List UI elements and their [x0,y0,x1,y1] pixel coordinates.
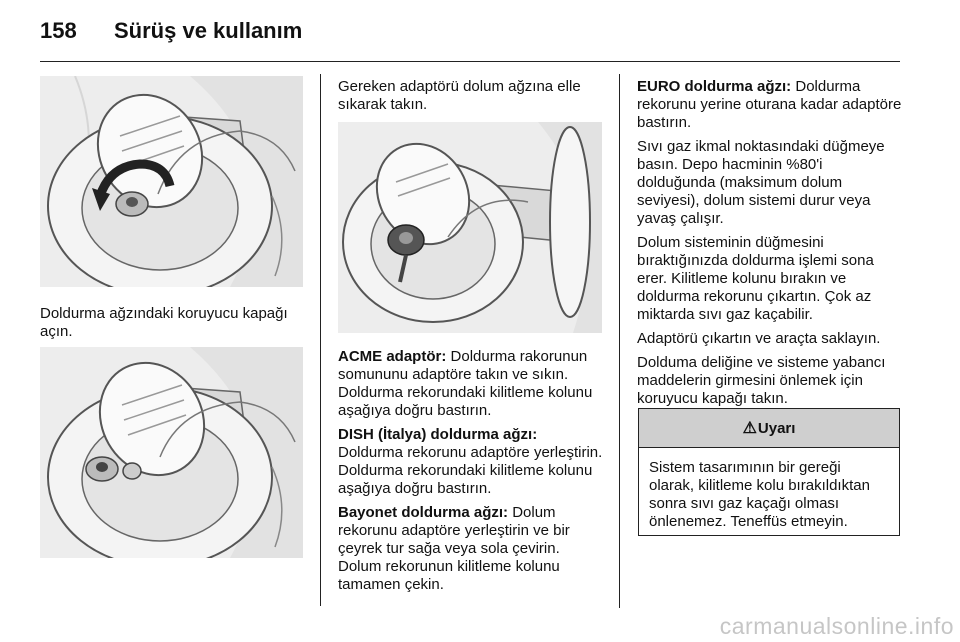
acme-label: ACME adaptör: [338,348,447,365]
illustration-open-cap [40,76,303,287]
warning-text: Sistem tasarımının bir gereği olarak, kilitleme kolu bırakıldıktan sonra sıvı gaz kaçağı olması önlenemez. Teneffüs etmeyin. [649,459,870,530]
bayonet-label: Bayonet doldurma ağzı: [338,504,509,521]
chapter-title: Sürüş ve kullanım [114,18,303,43]
acme-text: Doldurma rakorunun somununu adaptöre takın ve sıkın. Doldurma rekorundaki kilitleme kolunu aşağıya doğru bastırın. [338,348,593,419]
bayonet-text: Dolum rekorunu adaptöre yerleştirin ve bir çeyrek tur sağa veya sola çevirin. Dolum rekorunun kilitleme kolunu tamamen çekin. [338,504,570,593]
illustration-filler-neck [40,347,303,558]
header-rule [40,61,900,62]
dish-label: DISH (İtalya) doldurma ağzı: [338,426,538,443]
euro-text: Doldurma rekorunu yerine oturana kadar adaptöre bastırın. [637,78,902,131]
paragraph-remove-adapter: Adaptörü çıkartın ve araçta saklayın. [637,330,881,347]
dish-text: Doldurma rekorunu adaptöre yerleştirin. Doldurma rekorundaki kilitleme kolunu aşağıya doğru bastırın. [338,444,603,497]
watermark: carmanualsonline.info [719,613,954,639]
warning-triangle-icon: ⚠ [742,420,757,437]
caption-open-cap: Doldurma ağzındaki koruyucu kapağı açın. [40,305,288,340]
page-number: 158 [40,18,77,43]
warning-title: Uyarı [757,419,796,437]
paragraph-release-button: Dolum sisteminin düğmesini bıraktığınızda doldurma işlemi sona erer. Kilitleme kolunu bırakın ve doldurma rekorunu çıkartın. Çok az miktarda sıvı gaz kaçabilir. [637,234,874,323]
column-divider-1 [320,74,321,606]
intro-paragraph: Gereken adaptörü dolum ağzına elle sıkarak takın. [338,78,581,113]
paragraph-fit-cap: Dolduma deliğine ve sisteme yabancı maddelerin girmesini önlemek için koruyucu kapağı takın. [637,354,886,407]
warning-header [639,409,899,448]
column-divider-2 [619,74,620,608]
warning-box [638,408,900,536]
illustration-adapter [338,122,602,333]
paragraph-press-button: Sıvı gaz ikmal noktasındaki düğmeye basın. Depo hacminin %80'i dolduğunda (maksimum dolum seviyesi), dolum sistemi durur veya yavaş çalışır. [637,138,885,227]
euro-label: EURO doldurma ağzı: [637,78,792,95]
